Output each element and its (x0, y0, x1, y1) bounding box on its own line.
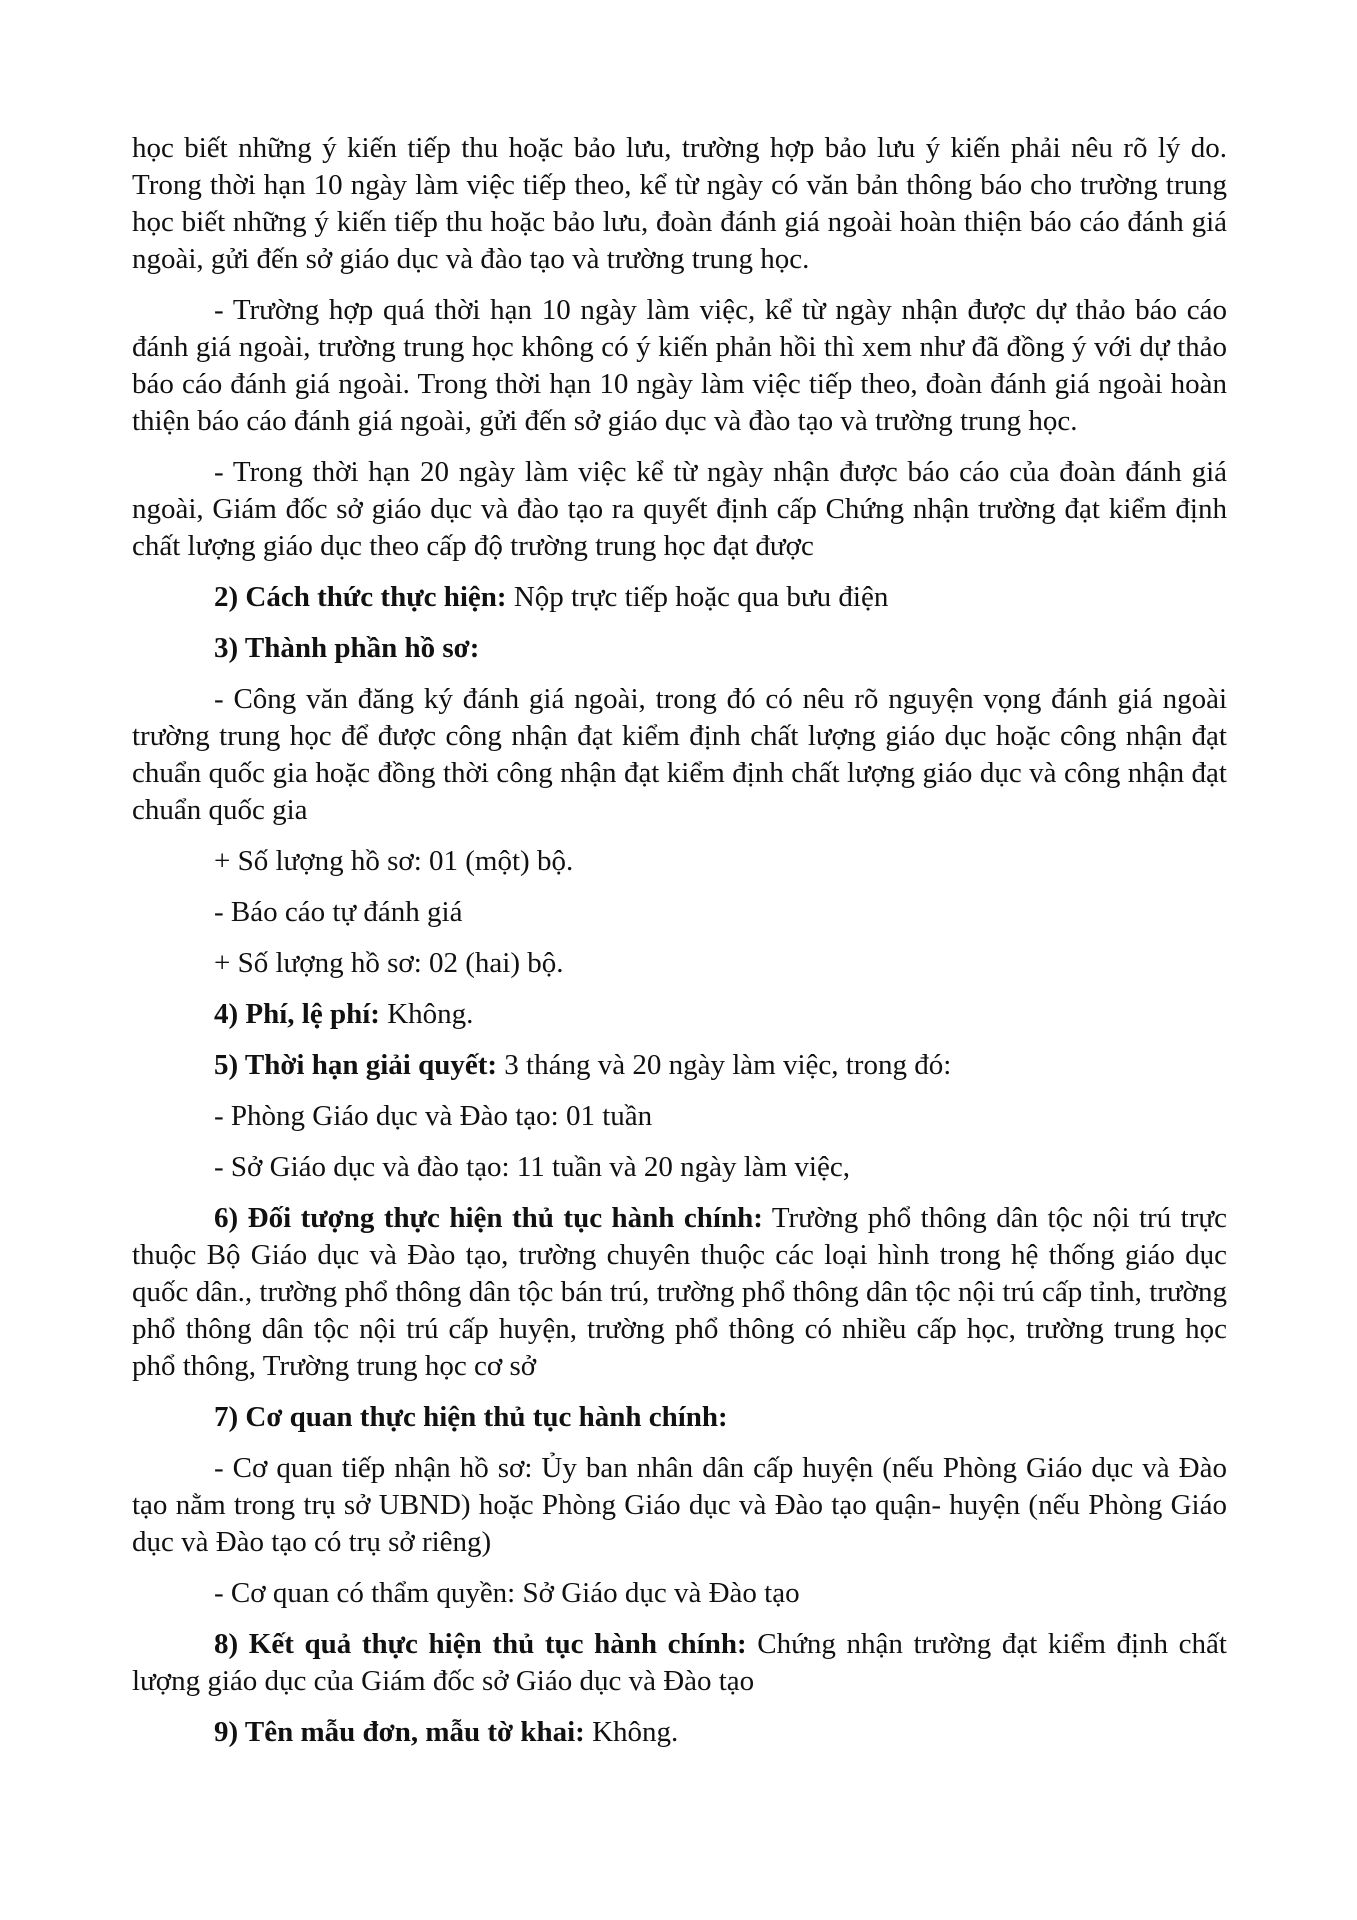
section-dossier-heading (132, 630, 1227, 667)
paragraph-text: - Trong thời hạn 20 ngày làm việc kể từ ngày nhận được báo cáo của đoàn đánh giá ngoài, Giám đốc sở giáo dục và đào tạo ra quyết định cấp Chứng nhận trường đạt kiểm định chất lượng giáo dục theo cấp độ trường trung học đạt được (132, 456, 1227, 562)
paragraph-continuation (132, 130, 1227, 278)
paragraph-receiving-agency (132, 1450, 1227, 1561)
section-text: Không. (379, 998, 474, 1030)
document-page (132, 130, 1227, 1765)
section-label: 8) Kết quả thực hiện thủ tục hành chính: (214, 1628, 747, 1660)
paragraph-text: - Cơ quan có thẩm quyền: Sở Giáo dục và Đào tạo (214, 1577, 800, 1609)
list-item-department (132, 1149, 1227, 1186)
section-label: 6) Đối tượng thực hiện thủ tục hành chính: (214, 1202, 763, 1234)
section-processing-time (132, 1047, 1227, 1084)
section-text: Nộp trực tiếp hoặc qua bưu điện (506, 581, 889, 613)
section-text: Trường phổ thông dân tộc nội trú trực thuộc Bộ Giáo dục và Đào tạo, trường chuyên thuộc các loại hình trong hệ thống giáo dục quốc dân., trường phổ thông dân tộc bán trú, trường phổ thông dân tộc nội trú cấp tỉnh, trường phổ thông dân tộc nội trú cấp huyện, trường phổ thông có nhiều cấp học, trường trung học phổ thông, Trường trung học cơ sở (132, 1202, 1227, 1382)
paragraph-text: - Cơ quan tiếp nhận hồ sơ: Ủy ban nhân dân cấp huyện (nếu Phòng Giáo dục và Đào tạo nằm trong trụ sở UBND) hoặc Phòng Giáo dục và Đào tạo quận- huyện (nếu Phòng Giáo dục và Đào tạo có trụ sở riêng) (132, 1452, 1227, 1558)
paragraph-competent-agency (132, 1575, 1227, 1612)
section-result (132, 1626, 1227, 1700)
list-item-dossier-count-2 (132, 945, 1227, 982)
list-item-dossier-count-1 (132, 843, 1227, 880)
paragraph-text: - Sở Giáo dục và đào tạo: 11 tuần và 20 ngày làm việc, (214, 1151, 850, 1183)
section-agency-heading (132, 1399, 1227, 1436)
paragraph-text: + Số lượng hồ sơ: 02 (hai) bộ. (214, 947, 564, 979)
paragraph-text: + Số lượng hồ sơ: 01 (một) bộ. (214, 845, 574, 877)
paragraph-text: học biết những ý kiến tiếp thu hoặc bảo lưu, trường hợp bảo lưu ý kiến phải nêu rõ lý do. Trong thời hạn 10 ngày làm việc tiếp theo, kể từ ngày có văn bản thông báo cho trường trung học biết những ý kiến tiếp thu hoặc bảo lưu, đoàn đánh giá ngoài hoàn thiện báo cáo đánh giá ngoài, gửi đến sở giáo dục và đào tạo và trường trung học. (132, 132, 1227, 275)
section-fees (132, 996, 1227, 1033)
section-form-names (132, 1714, 1227, 1751)
section-label: 2) Cách thức thực hiện: (214, 581, 507, 613)
section-subjects (132, 1200, 1227, 1385)
list-item-self-assessment (132, 894, 1227, 931)
section-method (132, 579, 1227, 616)
section-label: 5) Thời hạn giải quyết: (214, 1049, 498, 1081)
section-label: 7) Cơ quan thực hiện thủ tục hành chính: (214, 1401, 728, 1433)
paragraph-text: - Phòng Giáo dục và Đào tạo: 01 tuần (214, 1100, 653, 1132)
section-label: 3) Thành phần hồ sơ: (214, 632, 480, 664)
paragraph-text: - Công văn đăng ký đánh giá ngoài, trong đó có nêu rõ nguyện vọng đánh giá ngoài trường trung học để được công nhận đạt kiểm định chất lượng giáo dục hoặc công nhận đạt chuẩn quốc gia hoặc đồng thời công nhận đạt kiểm định chất lượng giáo dục và công nhận đạt chuẩn quốc gia (132, 683, 1227, 826)
section-text: Không. (584, 1716, 679, 1748)
paragraph-registration-letter (132, 681, 1227, 829)
paragraph-text: - Báo cáo tự đánh giá (214, 896, 463, 928)
paragraph-text: - Trường hợp quá thời hạn 10 ngày làm việc, kể từ ngày nhận được dự thảo báo cáo đánh giá ngoài, trường trung học không có ý kiến phản hồi thì xem như đã đồng ý với dự thảo báo cáo đánh giá ngoài. Trong thời hạn 10 ngày làm việc tiếp theo, đoàn đánh giá ngoài hoàn thiện báo cáo đánh giá ngoài, gửi đến sở giáo dục và đào tạo và trường trung học. (132, 294, 1227, 437)
section-label: 4) Phí, lệ phí: (214, 998, 380, 1030)
section-text: Chứng nhận trường đạt kiểm định chất lượng giáo dục của Giám đốc sở Giáo dục và Đào tạo (132, 1628, 1227, 1697)
list-item-district-office (132, 1098, 1227, 1135)
section-label: 9) Tên mẫu đơn, mẫu tờ khai: (214, 1716, 585, 1748)
section-text: 3 tháng và 20 ngày làm việc, trong đó: (497, 1049, 952, 1081)
paragraph-overdue-case (132, 292, 1227, 440)
paragraph-certificate-decision (132, 454, 1227, 565)
